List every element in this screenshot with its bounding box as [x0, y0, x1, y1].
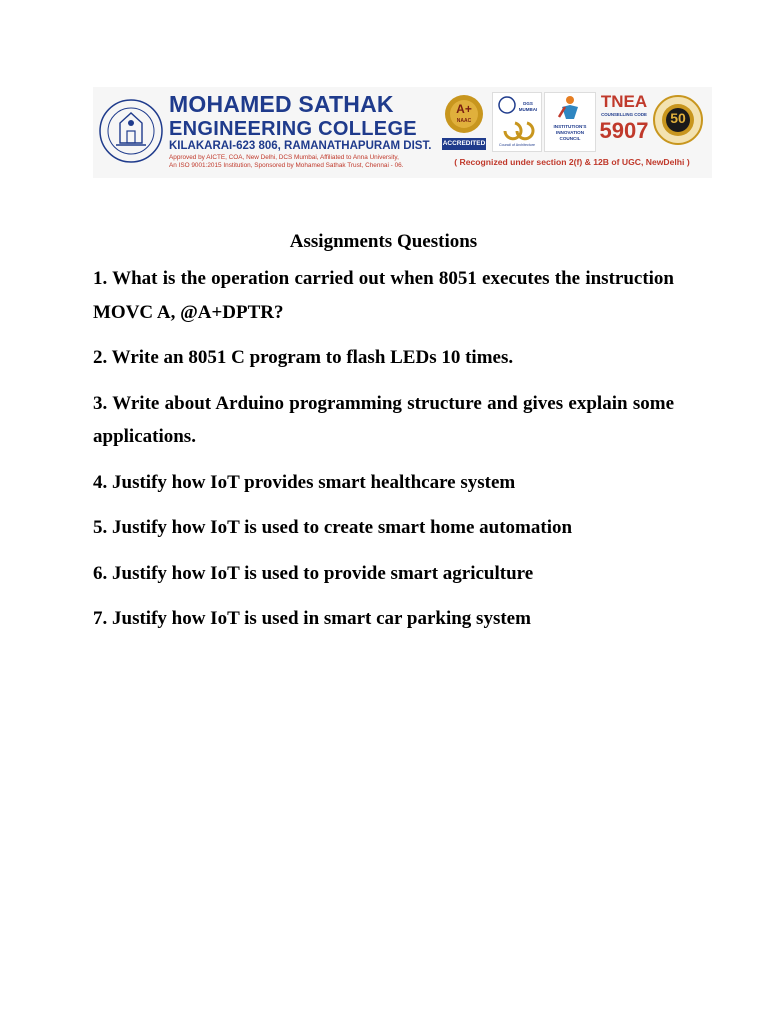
college-header-banner [93, 87, 712, 178]
college-type: ENGINEERING COLLEGE [169, 118, 417, 140]
iic-logo [544, 92, 596, 152]
tnea-code-badge [598, 92, 650, 152]
anniversary-number: 50 [670, 110, 686, 126]
naac-status: ACCREDITED [442, 140, 486, 147]
iic-label: INSTITUTION'S INNOVATION COUNCIL [553, 124, 587, 141]
fifty-years-badge [652, 92, 704, 152]
dgs-coa-logo [492, 92, 542, 152]
ugc-recognition-note: ( Recognized under section 2(f) & 12B of UGC, NewDelhi ) [454, 157, 690, 167]
tnea-title: TNEA [600, 92, 648, 111]
naac-grade: A+ [456, 102, 472, 116]
question-item: 1. What is the operation carried out when 8051 executes the instruction MOVC A, @A+DPTR? [93, 268, 674, 323]
question-item: 7. Justify how IoT is used in smart car parking system [93, 608, 531, 629]
naac-label: NAAC [456, 118, 472, 124]
approval-line-2: An ISO 9001:2015 Institution, Sponsored by Mohamed Sathak Trust, Chennai - 06. [169, 162, 404, 169]
college-approval-text [169, 154, 403, 170]
innovation-figure-icon [545, 93, 595, 123]
tnea-code: 5907 [599, 118, 649, 143]
coa-label: Council of Architecture [499, 143, 535, 147]
college-address: KILAKARAI-623 806, RAMANATHAPURAM DIST. [169, 140, 432, 152]
approval-line-1: Approved by AICTE, COA, New Delhi, DCS Mumbai, Affiliated to Anna University, [169, 154, 399, 161]
question-item: 4. Justify how IoT provides smart healthcare system [93, 471, 516, 493]
question-item: 2. Write an 8051 C program to flash LEDs 10 times. [93, 347, 514, 368]
question-item: 3. Write about Arduino programming structure and gives explain some applications. [93, 392, 674, 447]
college-emblem-logo [98, 91, 164, 173]
naac-badge [438, 92, 490, 152]
tnea-subtitle: COUNSELLING CODE [601, 112, 647, 117]
dgs-label: DGS MUMBAI [518, 101, 538, 112]
college-name: MOHAMED SATHAK [169, 91, 394, 117]
page-title: Assignments Questions [289, 231, 478, 252]
question-item: 5. Justify how IoT is used to create smart home automation [93, 517, 573, 538]
question-item: 6. Justify how IoT is used to provide smart agriculture [93, 562, 534, 584]
question-list [93, 262, 674, 648]
